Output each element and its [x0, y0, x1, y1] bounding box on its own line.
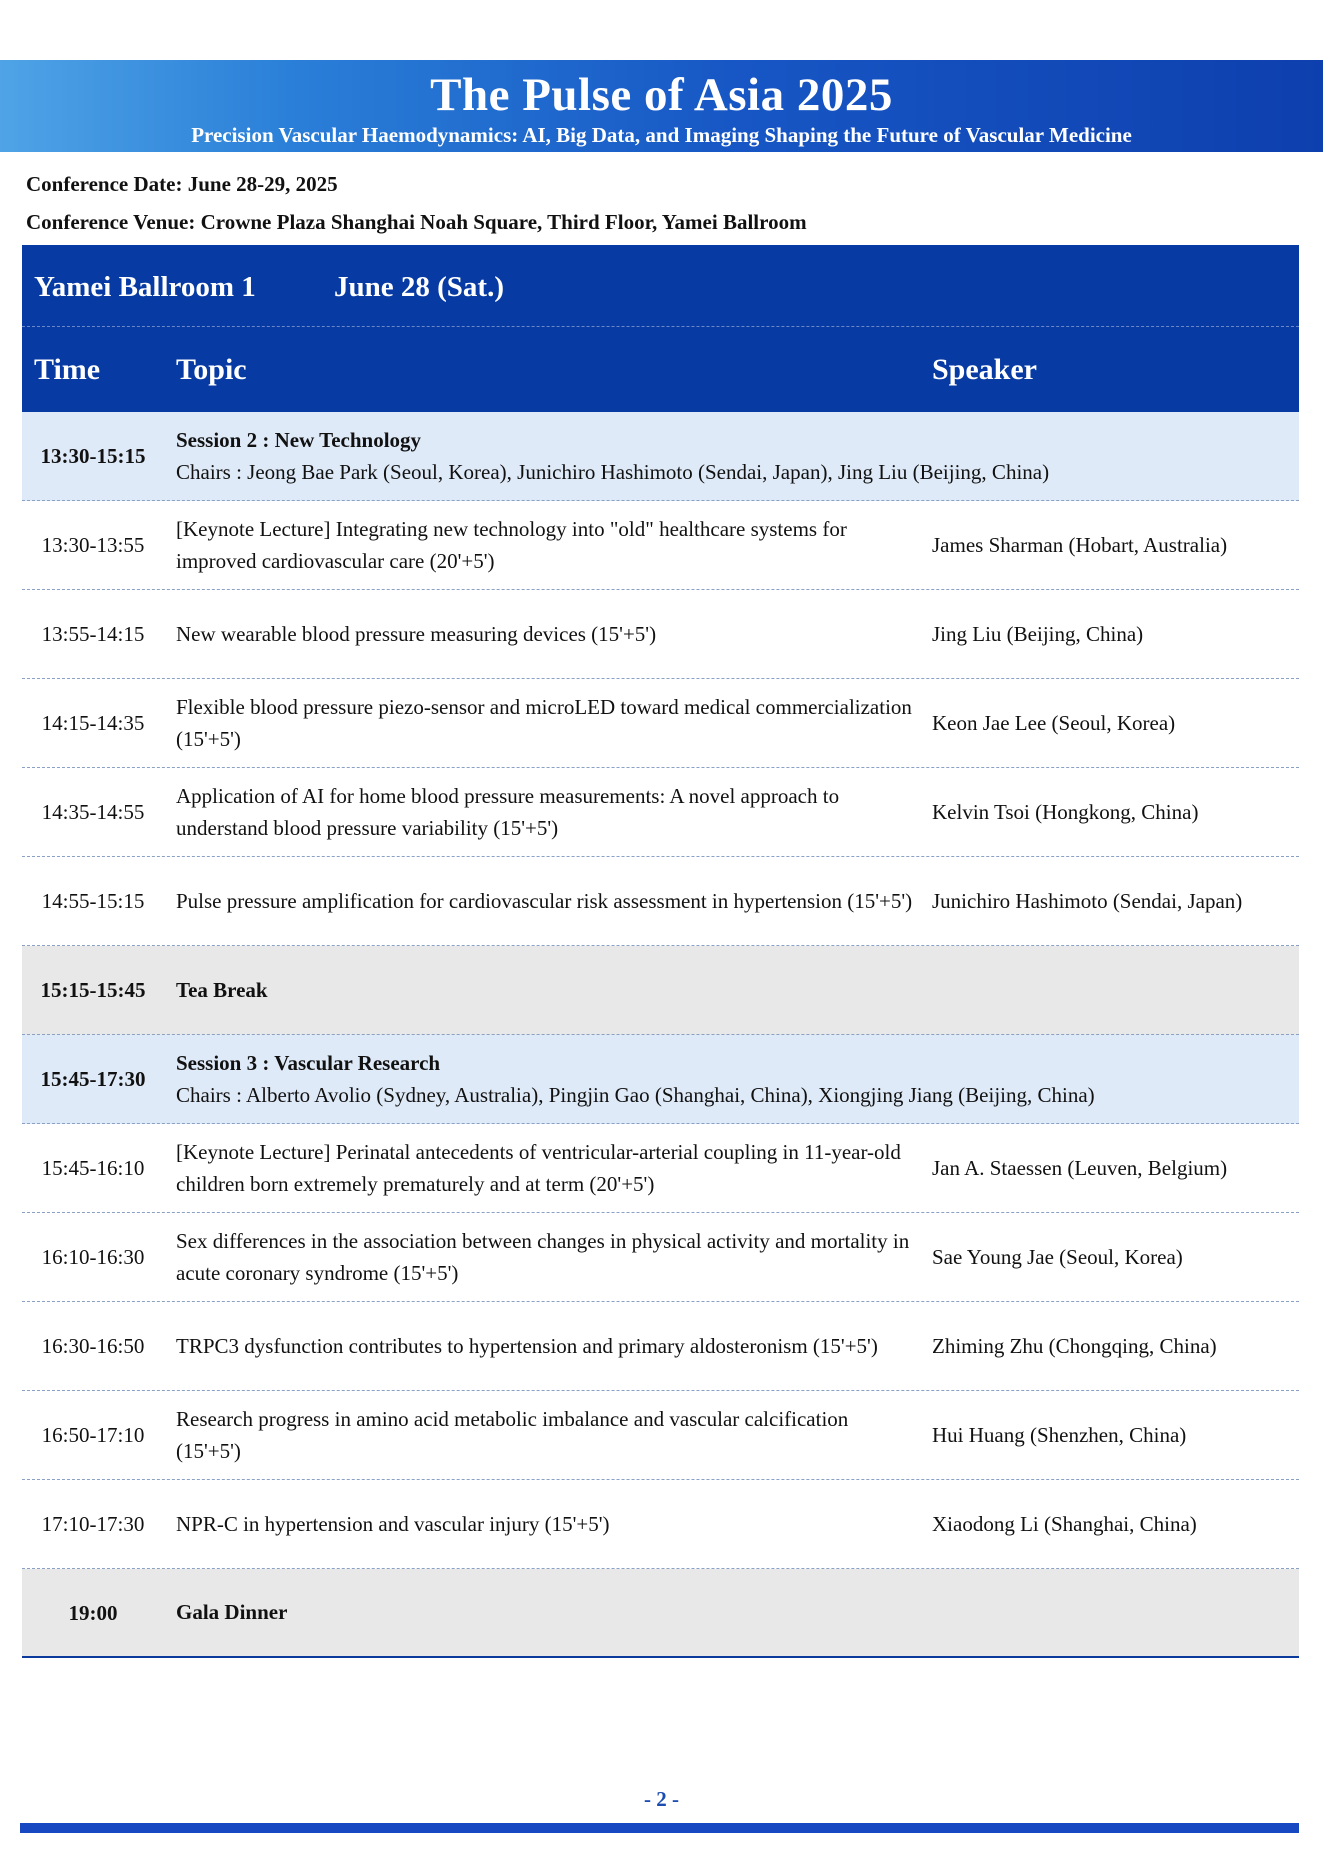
talk-row [22, 857, 1299, 946]
conference-venue: Conference Venue: Crowne Plaza Shanghai Noah Square, Third Floor, Yamei Ballroom [26, 210, 807, 234]
title-banner [0, 60, 1323, 152]
talk-topic: Sex differences in the association between changes in physical activity and mortality in acute coronary syndrome (15'+5') [176, 1229, 910, 1285]
talk-speaker: Keon Jae Lee (Seoul, Korea) [932, 711, 1176, 735]
break-label: Tea Break [176, 977, 268, 1002]
session-info [176, 1035, 1291, 1123]
talk-row [22, 679, 1299, 768]
talk-topic: TRPC3 dysfunction contributes to hypertension and primary aldosteronism (15'+5') [176, 1334, 878, 1358]
page-number: - 2 - [644, 1787, 679, 1811]
session-row [22, 1035, 1299, 1124]
page-title: The Pulse of Asia 2025 [430, 69, 893, 121]
talk-row [22, 1213, 1299, 1302]
gala-label: Gala Dinner [176, 1600, 288, 1624]
talk-time: 16:10-16:30 [41, 1245, 145, 1269]
talk-speaker: Hui Huang (Shenzhen, China) [932, 1423, 1187, 1447]
talk-speaker: Zhiming Zhu (Chongqing, China) [932, 1334, 1217, 1358]
column-header-row [22, 327, 1299, 412]
talk-speaker: Junichiro Hashimoto (Sendai, Japan) [932, 889, 1243, 913]
talk-time: 14:55-15:15 [41, 889, 145, 913]
session-title: Session 2 : New Technology [176, 428, 422, 452]
talk-row [22, 1391, 1299, 1480]
talk-topic: New wearable blood pressure measuring devices (15'+5') [176, 622, 657, 646]
talk-speaker: Kelvin Tsoi (Hongkong, China) [932, 800, 1199, 824]
talk-speaker: Sae Young Jae (Seoul, Korea) [932, 1245, 1183, 1269]
session-time: 15:45-17:30 [40, 1067, 146, 1091]
talk-speaker: Jan A. Staessen (Leuven, Belgium) [932, 1156, 1228, 1180]
talk-speaker: Xiaodong Li (Shanghai, China) [932, 1512, 1197, 1536]
break-time: 15:15-15:45 [40, 978, 146, 1002]
talk-topic: [Keynote Lecture] Integrating new technology into "old" healthcare systems for improved cardiovascular care (20'+5') [176, 517, 847, 573]
session-chairs: Chairs : Jeong Bae Park (Seoul, Korea), Junichiro Hashimoto (Sendai, Japan), Jing Liu (Beijing, China) [176, 460, 1050, 484]
talk-row [22, 1302, 1299, 1391]
talk-topic: Application of AI for home blood pressure measurements: A novel approach to understand blood pressure variability (15'+5') [176, 784, 840, 840]
talk-time: 16:30-16:50 [41, 1334, 145, 1358]
talk-row [22, 590, 1299, 679]
talk-time: 15:45-16:10 [41, 1156, 145, 1180]
talk-time: 13:55-14:15 [41, 622, 145, 646]
talk-speaker: James Sharman (Hobart, Australia) [932, 533, 1228, 557]
talk-topic: NPR-C in hypertension and vascular injury (15'+5') [176, 1512, 610, 1536]
session-row [22, 412, 1299, 501]
room-header-row [22, 245, 1299, 327]
schedule-table [22, 245, 1299, 1658]
session-time: 13:30-15:15 [40, 444, 146, 468]
talk-topic: Research progress in amino acid metabolic imbalance and vascular calcification (15'+5') [176, 1407, 849, 1463]
talk-time: 13:30-13:55 [41, 533, 145, 557]
session-chairs: Chairs : Alberto Avolio (Sydney, Australia), Pingjin Gao (Shanghai, China), Xiongjing Jiang (Beijing, China) [176, 1083, 1095, 1107]
talk-speaker: Jing Liu (Beijing, China) [932, 622, 1144, 646]
talk-time: 16:50-17:10 [41, 1423, 145, 1447]
talk-time: 14:35-14:55 [41, 800, 145, 824]
footer-bar [20, 1823, 1299, 1833]
talk-row [22, 768, 1299, 857]
talk-time: 17:10-17:30 [41, 1512, 145, 1536]
talk-row [22, 1124, 1299, 1213]
session-info [176, 412, 1291, 500]
talk-topic: Pulse pressure amplification for cardiovascular risk assessment in hypertension (15'+5') [176, 889, 913, 913]
column-header-time: Time [34, 353, 101, 386]
column-header-topic: Topic [176, 353, 247, 386]
room-name: Yamei Ballroom 1 [34, 271, 256, 303]
talk-row [22, 1480, 1299, 1569]
gala-row [22, 1569, 1299, 1658]
talk-row [22, 501, 1299, 590]
break-row [22, 946, 1299, 1035]
room-date: June 28 (Sat.) [334, 271, 504, 303]
column-header-speaker: Speaker [932, 353, 1037, 386]
conference-date: Conference Date: June 28-29, 2025 [26, 172, 338, 196]
talk-topic: [Keynote Lecture] Perinatal antecedents of ventricular-arterial coupling in 11-year-old children born extremely prematurely and at term (20'+5') [176, 1140, 901, 1196]
talk-time: 14:15-14:35 [41, 711, 145, 735]
session-title: Session 3 : Vascular Research [176, 1051, 441, 1075]
gala-time: 19:00 [68, 1600, 118, 1625]
talk-topic: Flexible blood pressure piezo-sensor and microLED toward medical commercialization (15'+5') [176, 695, 912, 751]
page-subtitle: Precision Vascular Haemodynamics: AI, Big Data, and Imaging Shaping the Future of Vascular Medicine [191, 123, 1132, 147]
